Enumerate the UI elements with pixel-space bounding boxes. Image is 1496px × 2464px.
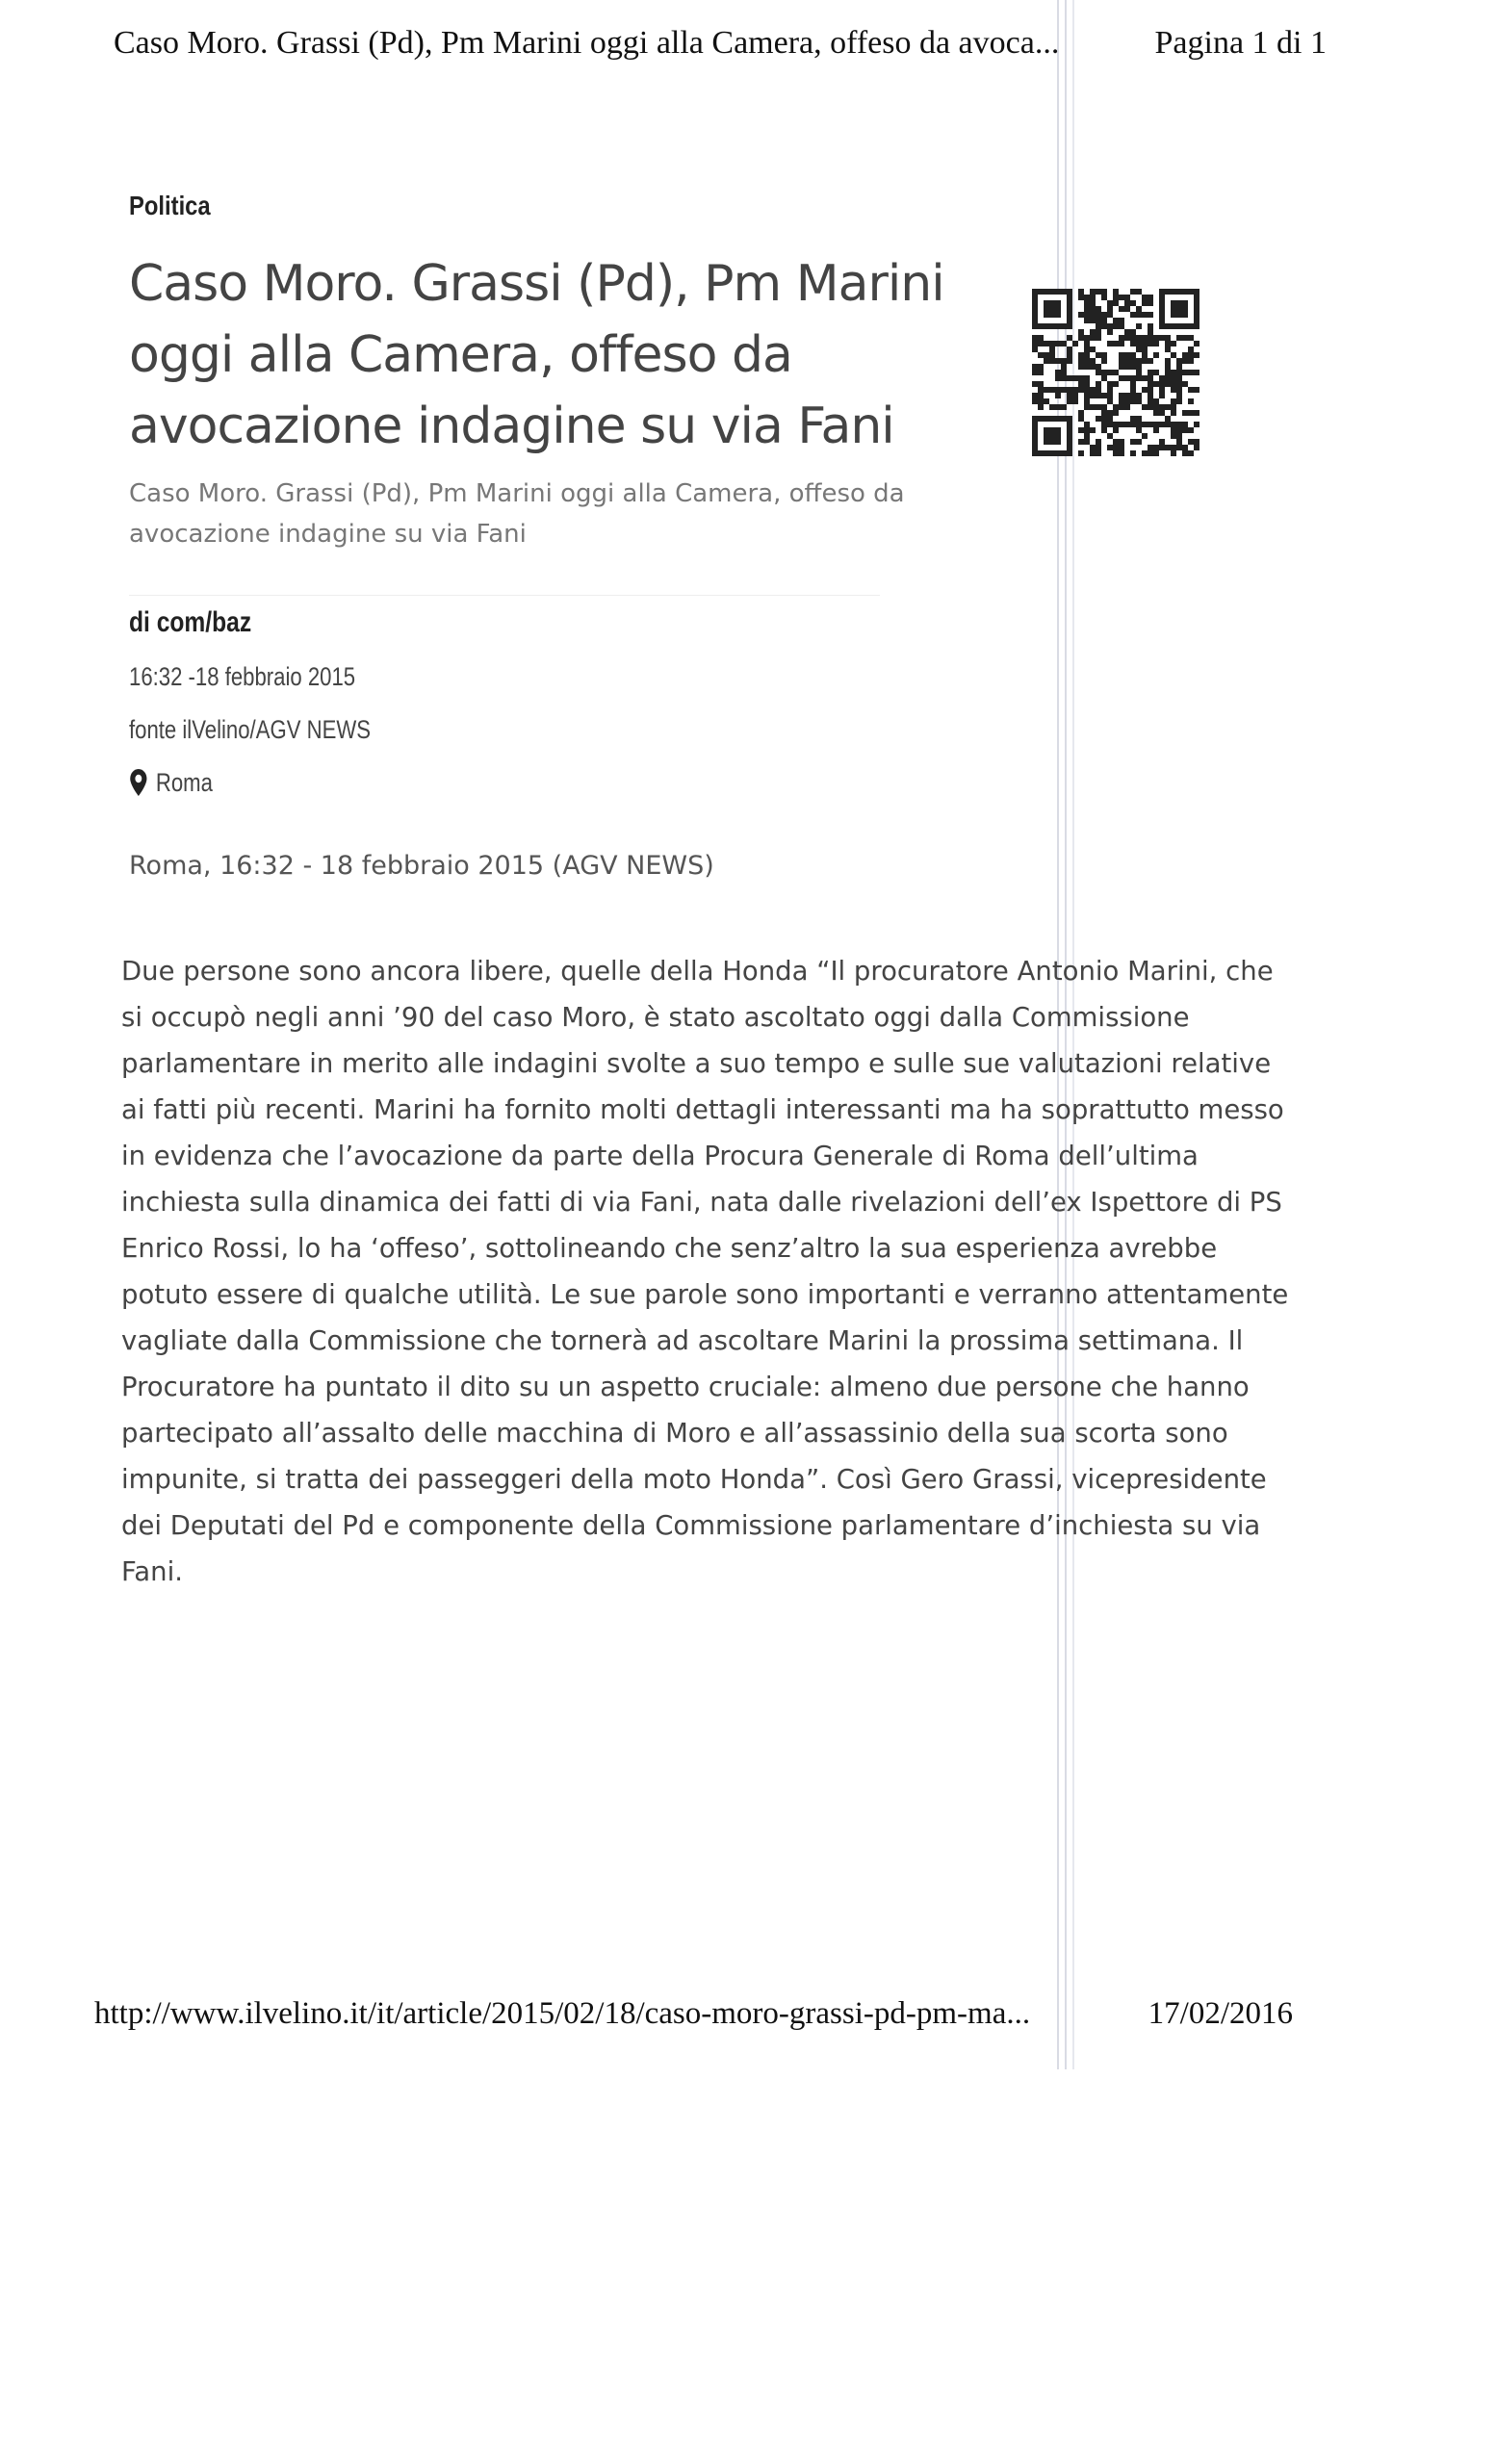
article-headline: Caso Moro. Grassi (Pd), Pm Marini oggi alla Camera, offeso da avocazione indagine su via Fani [129,255,944,455]
article-location [129,768,213,798]
qr-code-icon [1032,289,1199,456]
location-label: Roma [155,768,213,797]
article-source: fonte ilVelino/AGV NEWS [129,715,372,744]
article-dateline: Roma, 16:32 - 18 febbraio 2015 (AGV NEWS) [129,851,714,881]
article-datetime: 16:32 -18 febbraio 2015 [129,662,356,691]
print-footer [94,1996,1293,2032]
divider [129,595,880,596]
print-header-title: Caso Moro. Grassi (Pd), Pm Marini oggi alla Camera, offeso da avoca... [114,25,1060,61]
map-pin-icon [129,768,148,797]
article-body: Due persone sono ancora libere, quelle della Honda “Il procuratore Antonio Marini, che si occupò negli anni ’90 del caso Moro, è stato ascoltato oggi dalla Commissione parlamentare in merito alle indagini svolte a suo tempo e sulle sue valutazioni relative ai fatti più recenti. Marini ha fornito molti dettagli interessanti ma ha soprattutto messo in evidenza che l’avocazione da parte della Procura Generale di Roma dell’ultima inchiesta sulla dinamica dei fatti di via Fani, nata dalle rivelazioni dell’ex Ispettore di PS Enrico Rossi, lo ha ‘offeso’, sottolineando che senz’altro la sua esperienza avrebbe potuto essere di qualche utilità. Le sue parole sono importanti e verranno attentamente vagliate dalla Commissione che tornerà ad ascoltare Marini la prossima settimana. Il Procuratore ha puntato il dito su un aspetto cruciale: almeno due persone che hanno partecipato all’assalto delle macchina di Moro e all’assassinio della sua scorta sono impunite, si tratta dei passeggeri della moto Honda”. Così Gero Grassi, vicepresidente dei Deputati del Pd e componente della Commissione parlamentare d’inchiesta su via Fani. [121,956,1289,1587]
page-number: Pagina 1 di 1 [1154,25,1327,61]
print-header [114,25,1327,62]
article-author: di com/baz [129,606,252,638]
print-date: 17/02/2016 [1148,1996,1293,2031]
print-url: http://www.ilvelino.it/it/article/2015/02/18/caso-moro-grassi-pd-pm-ma... [94,1996,1031,2031]
article-category: Politica [129,191,211,220]
article-subtitle: Caso Moro. Grassi (Pd), Pm Marini oggi alla Camera, offeso da avocazione indagine su via Fani [129,479,905,549]
